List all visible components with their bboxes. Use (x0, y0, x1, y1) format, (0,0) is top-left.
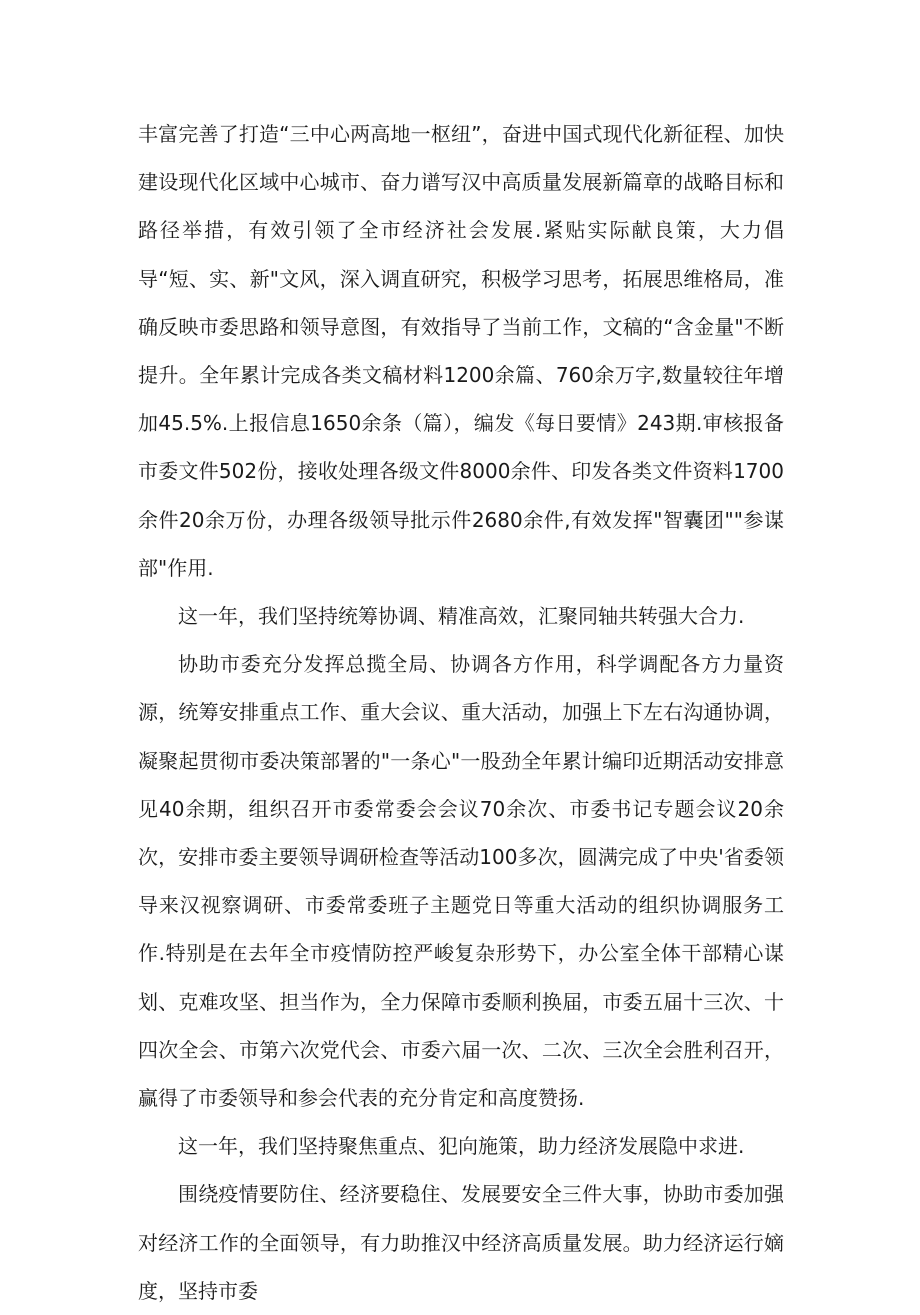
paragraph-4: 这一年，我们坚持聚焦重点、犯向施策，助力经济发展隐中求进. (178, 1134, 745, 1159)
paragraph-5: 围绕疫情要防住、经济要稳住、发展要安全三件大事，协助市委加强对经济工作的全面领导，有力助推汉中经济高质量发展。助力经济运行嫡度，坚持市委 (138, 1182, 784, 1303)
paragraph-1: 丰富完善了打造“三中心两高地一枢纽”，奋进中国式现代化新征程、加快建设现代化区域中心城市、奋力谱写汉中高质量发展新篇章的战略目标和路径举措，有效引领了全市经济社会发展.紧贴实际献良策，大力倡导“短、实、新"文风，深入调直研究，积极学习思考，拓展思维格局，准确反映市委思路和领导意图，有效指导了当前工作，文稿的“含金量"不断提升。全年累计完成各类文稿材料1200余篇、760余万字,数量较往年增加45.5%.上报信息1650余条（篇），编发《每日要情》243期.审核报备市委文件502份，接收处理各级文件8000余件、印发各类文件资料1700余件20余万份，办理各级领导批示件2680余件,有效发挥"智囊团""参谋部"作用. (138, 122, 784, 580)
paragraph-2: 这一年，我们坚持统筹协调、精准高效，汇聚同轴共转强大合力. (178, 604, 745, 629)
paragraph-3: 协助市委充分发挥总揽全局、协调各方作用，科学调配各方力量资源，统筹安排重点工作、重大会议、重大活动，加强上下左右沟通协调，凝聚起贯彻市委决策部署的"一条心"一股劲全年累计编印近期活动安排意见40余期，组织召开市委常委会会议70余次、市委书记专题会议20余次，安排市委主要领导调研检查等活动100多次，圆满完成了中央'省委领导来汉视察调研、市委常委班子主题党日等重大活动的组织协调服务工作.特别是在去年全市疫情防控严峻复杂形势下，办公室全体干部精心谋划、克难攻坚、担当作为，全力保障市委顺利换届，市委五届十三次、十四次全会、市第六次党代会、市委六届一次、二次、三次全会胜利召开，赢得了市委领导和参会代表的充分肯定和高度赞扬. (138, 652, 784, 1111)
document-body (138, 110, 784, 1315)
